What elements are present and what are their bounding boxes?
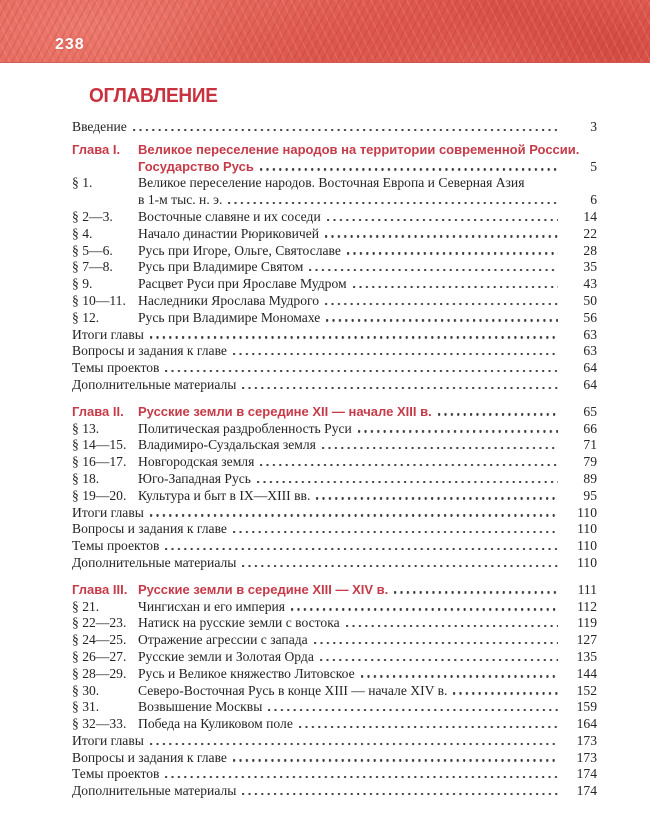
toc-entry-page: 64 [583,360,597,376]
toc-entry-text: Русь при Владимире Святом [138,259,304,275]
toc-entry [72,666,597,683]
toc-entry-page: 164 [576,716,597,732]
toc-entry-text: Итоги главы [72,326,144,342]
toc-entry [72,360,597,377]
toc-title: ОГЛАВЛЕНИЕ [89,85,218,107]
toc-entry-page: 173 [576,732,597,748]
toc-entry-page: 56 [583,309,597,325]
dot-leader [268,709,558,711]
dot-leader [150,514,558,516]
toc-entry-page: 6 [590,192,597,208]
toc-entry [72,716,597,733]
dot-leader [260,168,558,170]
toc-entry-text: Северо-Восточная Русь в конце XIII — начале XIV в. [138,682,448,698]
toc-entry-page: 111 [577,581,597,597]
toc-entry-label: § 16—17. [72,454,127,470]
toc-entry [72,683,597,700]
toc-entry [72,243,597,260]
toc-entry-page: 159 [576,699,597,715]
dot-leader [453,692,558,694]
toc-entry-page: 144 [576,665,597,681]
dot-leader [150,743,558,745]
toc-entry-text: Новгородская земля [138,454,255,470]
dot-leader [233,531,558,533]
dot-leader [361,675,558,677]
toc-entry-text: Вопросы и задания к главе [72,521,227,537]
toc-entry-label: § 21. [72,598,100,614]
toc-entry-text: Государство Русь [138,158,254,174]
toc-entry-text: Расцвет Руси при Ярославе Мудром [138,276,347,292]
toc-entry [72,454,597,471]
toc-entry-page: 71 [583,437,597,453]
toc-entry-text: Русь и Великое княжество Литовское [138,665,355,681]
toc-entry-text: Юго-Западная Русь [138,470,251,486]
toc-entry [72,437,597,454]
toc-entry-text: Темы проектов [72,538,160,554]
toc-entry-page: 110 [577,554,597,570]
toc-entry-text: Великое переселение народов. Восточная Европа и Северная Азия [138,175,525,191]
toc-entry-page: 65 [583,403,597,419]
dot-leader [233,759,558,761]
toc-entry-page: 66 [583,420,597,436]
toc-entry-text: Вопросы и задания к главе [72,343,227,359]
toc-entry [72,599,597,616]
toc-entry [72,310,597,327]
toc-entry [72,505,597,522]
dot-leader [299,726,558,728]
toc-entry-text: Победа на Куликовом поле [138,716,293,732]
dot-leader [133,129,558,131]
toc-entry [72,377,597,394]
dot-leader [316,497,558,499]
toc-entry [72,488,597,505]
toc-entry [72,276,597,293]
toc-entry-page: 135 [576,648,597,664]
toc-entry-label: § 7—8. [72,259,113,275]
page-content [0,62,650,800]
dot-leader [165,548,558,550]
page-header-band [0,0,650,63]
dot-leader [346,625,558,627]
toc-entry [72,119,597,136]
toc-entry-text: Дополнительные материалы [72,783,237,799]
dot-leader [242,793,558,795]
toc-entry-label: § 32—33. [72,716,127,732]
toc-entry [72,293,597,310]
toc-entry [72,175,597,192]
toc-entry [72,632,597,649]
dot-leader [150,336,558,338]
dot-leader [242,565,558,567]
toc-entry-text: Великое переселение народов на территории современной России. [138,141,580,157]
toc-entry [72,783,597,800]
toc-entry [72,555,597,572]
dot-leader [257,481,558,483]
toc-entry-label: § 2—3. [72,208,113,224]
toc-entry [72,404,597,421]
dot-leader [327,219,558,221]
toc-entry-label: § 18. [72,470,100,486]
toc-entry-text: Наследники Ярослава Мудрого [138,292,320,308]
toc-entry [72,209,597,226]
toc-entry [72,327,597,344]
toc-entry-label: Глава I. [72,141,121,157]
toc-entry-text: Темы проектов [72,360,160,376]
dot-leader [322,447,558,449]
toc-spacer [72,572,597,582]
toc-entry-page: 63 [583,343,597,359]
toc-entry [72,521,597,538]
dot-leader [260,464,558,466]
toc-entry-label: § 1. [72,175,93,191]
toc-entry-text: Итоги главы [72,504,144,520]
toc-list [72,119,597,800]
toc-entry [72,733,597,750]
toc-entry-page: 112 [577,598,597,614]
toc-entry-text: Темы проектов [72,766,160,782]
dot-leader [242,387,558,389]
toc-entry-text: Русские земли в середине XIII — XIV в. [138,581,389,597]
toc-entry-page: 174 [576,766,597,782]
dot-leader [165,370,558,372]
toc-entry-page: 79 [583,454,597,470]
toc-entry-page: 110 [577,521,597,537]
toc-entry-page: 64 [583,376,597,392]
dot-leader [233,353,558,355]
toc-entry-page: 28 [583,242,597,258]
dot-leader [228,202,558,204]
toc-entry-page: 5 [590,158,597,174]
dot-leader [438,413,558,415]
dot-leader [325,235,558,237]
toc-entry-label: § 4. [72,225,93,241]
dot-leader [326,319,558,321]
dot-leader [291,608,558,610]
toc-entry-text: Возвышение Москвы [138,699,263,715]
toc-entry-page: 14 [583,208,597,224]
toc-entry-text: Вопросы и задания к главе [72,749,227,765]
dot-leader [325,303,558,305]
toc-entry-page: 89 [583,470,597,486]
toc-entry-label: § 19—20. [72,487,127,503]
toc-entry-text: Итоги главы [72,732,144,748]
dot-leader [394,591,558,593]
toc-entry-page: 43 [583,276,597,292]
toc-entry-text: Политическая раздробленность Руси [138,420,352,436]
dot-leader [358,430,558,432]
toc-entry-text: Чингисхан и его империя [138,598,286,614]
toc-entry-page: 174 [576,783,597,799]
toc-entry-page: 22 [583,225,597,241]
toc-entry [72,538,597,555]
toc-entry-label: § 31. [72,699,100,715]
toc-entry-text: Русские земли и Золотая Орда [138,648,314,664]
toc-entry-page: 127 [576,632,597,648]
toc-entry-page: 110 [577,538,597,554]
toc-entry-text: Русь при Игоре, Ольге, Святославе [138,242,341,258]
toc-entry [72,159,597,176]
toc-entry-text: Дополнительные материалы [72,554,237,570]
toc-entry-label: § 12. [72,309,100,325]
dot-leader [347,252,558,254]
toc-entry-text: в 1-м тыс. н. э. [138,192,223,208]
dot-leader [353,286,558,288]
toc-entry [72,421,597,438]
toc-entry [72,343,597,360]
toc-entry-label: § 22—23. [72,615,127,631]
toc-entry-label: § 9. [72,276,93,292]
dot-leader [309,269,558,271]
toc-entry [72,615,597,632]
toc-entry-page: 63 [583,326,597,342]
toc-entry [72,226,597,243]
toc-entry [72,259,597,276]
toc-entry-label: § 14—15. [72,437,127,453]
toc-entry [72,582,597,599]
toc-entry [72,471,597,488]
toc-entry [72,142,597,159]
toc-entry [72,750,597,767]
toc-entry-label: § 13. [72,420,100,436]
toc-entry-page: 173 [576,749,597,765]
toc-entry [72,766,597,783]
toc-entry-text: Русские земли в середине XII — начале XIII в. [138,403,432,419]
toc-entry-text: Восточные славяне и их соседи [138,208,321,224]
toc-entry-text: Русь при Владимире Мономахе [138,309,321,325]
toc-entry [72,192,597,209]
toc-entry [72,699,597,716]
toc-entry-label: Глава II. [72,403,124,419]
dot-leader [165,776,558,778]
dot-leader [320,659,558,661]
toc-entry-text: Начало династии Рюриковичей [138,225,320,241]
toc-entry-page: 95 [583,487,597,503]
toc-spacer [72,394,597,404]
toc-entry-page: 119 [577,615,597,631]
toc-entry-text: Отражение агрессии с запада [138,632,308,648]
toc-entry-text: Культура и быт в IX—XIII вв. [138,487,311,503]
page-number: 238 [55,36,85,53]
toc-entry [72,649,597,666]
toc-entry-label: § 24—25. [72,632,127,648]
toc-entry-label: Глава III. [72,581,128,597]
toc-entry-text: Дополнительные материалы [72,376,237,392]
toc-entry-text: Натиск на русские земли с востока [138,615,340,631]
toc-entry-page: 35 [583,259,597,275]
toc-entry-label: § 10—11. [72,292,126,308]
toc-entry-page: 152 [576,682,597,698]
toc-entry-text: Введение [72,119,127,134]
toc-entry-label: § 5—6. [72,242,113,258]
toc-entry-page: 3 [590,119,597,134]
toc-entry-label: § 28—29. [72,665,127,681]
toc-entry-label: § 26—27. [72,648,127,664]
toc-entry-text: Владимиро-Суздальская земля [138,437,316,453]
toc-entry-page: 110 [577,504,597,520]
dot-leader [314,642,558,644]
toc-entry-label: § 30. [72,682,100,698]
toc-entry-page: 50 [583,292,597,308]
